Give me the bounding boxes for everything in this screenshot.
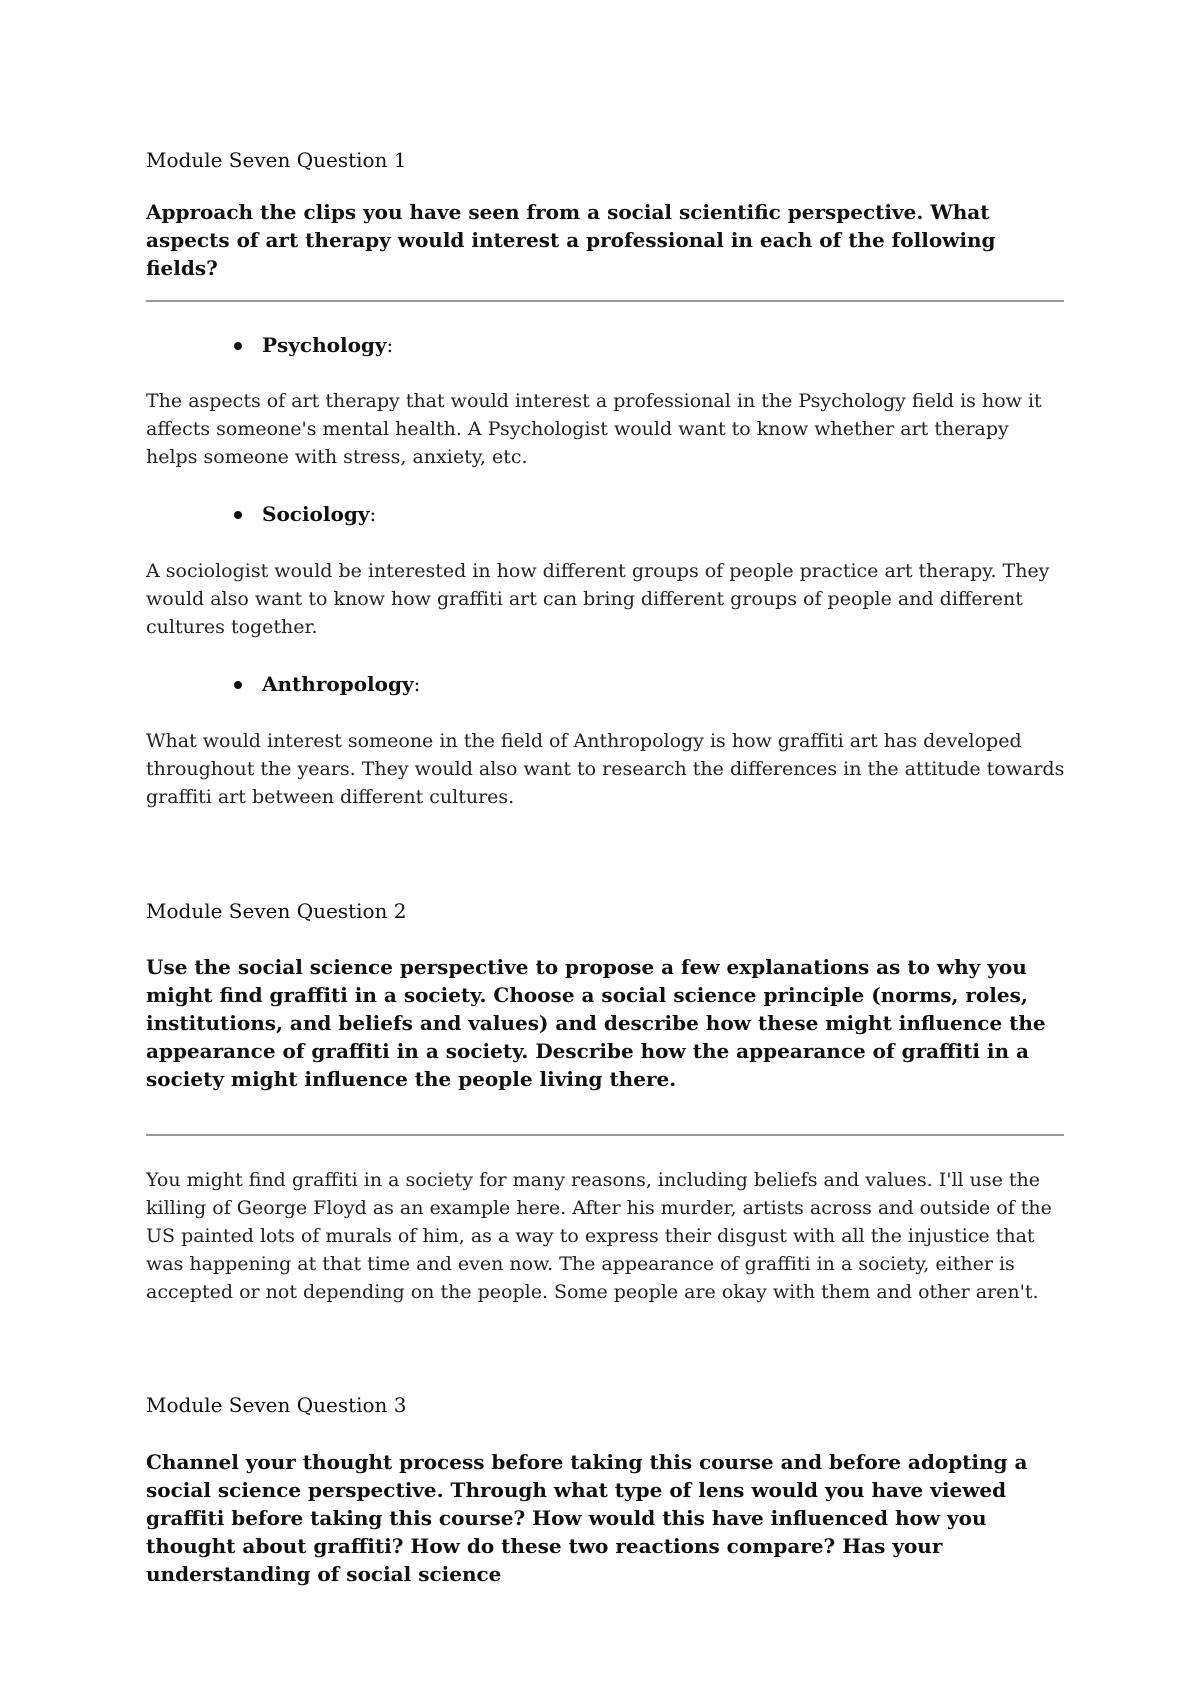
bullet-sociology	[262, 500, 376, 528]
answer-anthropology: What would interest someone in the field of Anthropology is how graffiti art has developed throughout the years. They would also want to research the differences in the attitude towards graffiti art between different cultures.	[146, 730, 1065, 808]
bullet-anthropology	[262, 670, 420, 698]
horizontal-rule	[146, 1134, 1064, 1136]
bullet-dot-icon	[234, 511, 242, 519]
bullet-dot-icon	[234, 342, 242, 350]
field-term: Sociology	[262, 502, 370, 526]
field-term: Anthropology	[262, 672, 414, 696]
question-2-prompt: Use the social science perspective to propose a few explanations as to why you might find graffiti in a society. Choose a social science principle (norms, roles, institutions, and beliefs and values) and describe how these might influence the appearance of graffiti in a society. Describe how the appearance of graffiti in a society might influence the people living there.	[146, 955, 1046, 1091]
question-3-title: Module Seven Question 3	[146, 1393, 407, 1417]
answer-psychology: The aspects of art therapy that would interest a professional in the Psychology field is how it affects someone's mental health. A Psychologist would want to know whether art therapy helps someone with stress, anxiety, etc.	[146, 390, 1042, 468]
question-3-prompt: Channel your thought process before taking this course and before adopting a social science perspective. Through what type of lens would you have viewed graffiti before taking this course? How would this have influenced how you thought about graffiti? How do these two reactions compare? Has your understanding of social science	[146, 1450, 1028, 1586]
answer-sociology: A sociologist would be interested in how different groups of people practice art therapy. They would also want to know how graffiti art can bring different groups of people and different cultures together.	[146, 560, 1050, 638]
question-1-prompt: Approach the clips you have seen from a social scientific perspective. What aspects of art therapy would interest a professional in each of the following fields?	[146, 200, 996, 280]
horizontal-rule	[146, 300, 1064, 302]
bullet-psychology	[262, 331, 393, 359]
answer-question-2: You might find graffiti in a society for many reasons, including beliefs and values. I'll use the killing of George Floyd as an example here. After his murder, artists across and outside of the US painted lots of murals of him, as a way to express their disgust with all the injustice that was happening at that time and even now. The appearance of graffiti in a society, either is accepted or not depending on the people. Some people are okay with them and other aren't.	[146, 1169, 1052, 1303]
field-suffix: :	[386, 333, 394, 357]
question-1-title: Module Seven Question 1	[146, 148, 407, 172]
field-term: Psychology	[262, 333, 387, 357]
question-2-title: Module Seven Question 2	[146, 899, 407, 923]
field-suffix: :	[369, 502, 377, 526]
field-suffix: :	[413, 672, 421, 696]
bullet-dot-icon	[234, 681, 242, 689]
